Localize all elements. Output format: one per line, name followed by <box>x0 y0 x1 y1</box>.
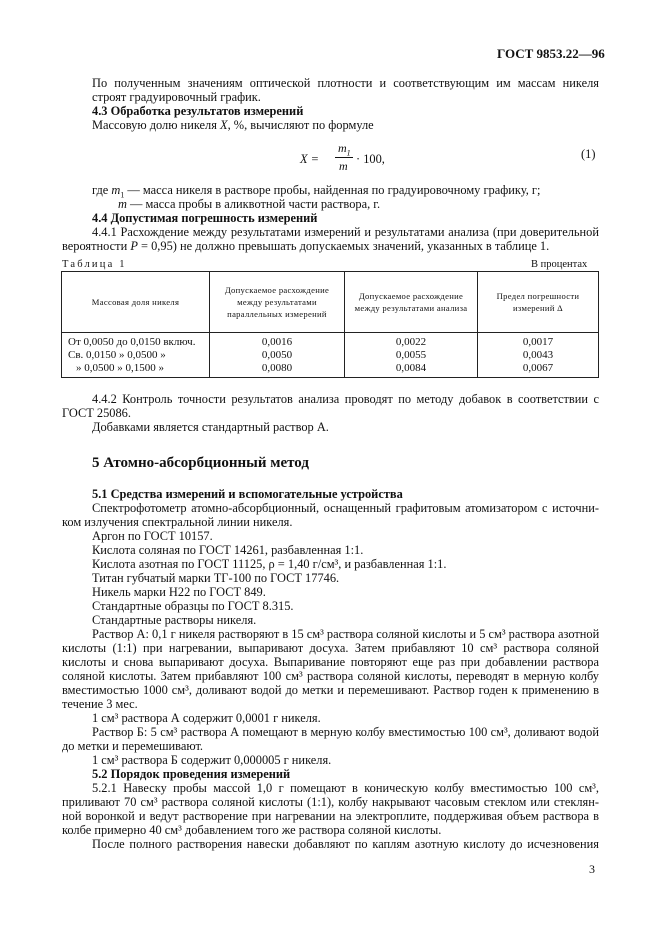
where-line-2 <box>118 197 380 211</box>
section-4-4-1-line-2 <box>62 239 549 253</box>
formula-number: (1) <box>581 147 596 161</box>
argon: Аргон по ГОСТ 10157. <box>92 529 213 543</box>
error-2: 0,0067 <box>522 361 554 374</box>
parallel-1: 0,0050 <box>261 348 293 361</box>
section-4-4-title: 4.4 Допустимая погрешность измерений <box>92 211 318 225</box>
solA-line-4: соляной кислоты. Затем прибавляют 100 см³ раствора соляной кислоты, переводят в мерную колбу <box>62 669 599 683</box>
parallel-0: 0,0016 <box>261 335 293 348</box>
analysis-cell <box>345 333 478 378</box>
std-samples: Стандартные образцы по ГОСТ 8.315. <box>92 599 294 613</box>
header-nickel-fraction: Массовая доля никеля <box>62 272 210 333</box>
p442-line-2: ГОСТ 25086. <box>62 406 131 420</box>
s521-line-3: ной воронкой и ведут растворение при нагревании на электроплите, поддерживая объем раствора в <box>62 809 599 823</box>
parallel-2: 0,0080 <box>261 361 293 374</box>
section-5-1-title: 5.1 Средства измерений и вспомогательные устройства <box>92 487 403 501</box>
solA-line-3: кислоты и снова выпаривают досуха. Выпаривание повторяют еще раз при добавлении раствора <box>62 655 599 669</box>
formula-denominator: m <box>339 159 348 173</box>
numerator-sub: 1 <box>346 148 351 158</box>
table-unit: В процентах <box>531 259 588 270</box>
analysis-1: 0,0055 <box>395 348 427 361</box>
solB-conc: 1 см³ раствора Б содержит 0,000005 г никеля. <box>92 753 332 767</box>
var-p: P <box>130 239 138 253</box>
solB-line-2: до метки и перемешивают. <box>62 739 204 753</box>
where-sub: 1 <box>120 190 125 200</box>
p-pre: вероятности <box>62 239 131 253</box>
titanium: Титан губчатый марки ТГ-100 по ГОСТ 17746. <box>92 571 340 585</box>
hcl: Кислота соляная по ГОСТ 14261, разбавленная 1:1. <box>92 543 364 557</box>
tolerance-table <box>61 271 599 378</box>
where-text-2: — масса пробы в аликвотной части раствора, г. <box>126 197 381 211</box>
analysis-0: 0,0022 <box>395 335 427 348</box>
fraction-bar <box>335 157 353 158</box>
var-x: X <box>220 118 228 132</box>
solA-line-2: кислоты (1:1) при нагревании, выпаривают досуха. Затем прибавляют 10 см³ раствора соляной <box>62 641 599 655</box>
section-4-3-text <box>92 118 374 132</box>
solA-line-1: Раствор А: 0,1 г никеля растворяют в 15 см³ раствора соляной кислоты и 5 см³ раствора азотной <box>92 627 599 641</box>
range-2: » 0,0500 » 0,1500 » <box>76 361 164 374</box>
nickel: Никель марки Н22 по ГОСТ 849. <box>92 585 266 599</box>
s521-line-1: 5.2.1 Навеску пробы массой 1,0 г помещают в коническую колбу вместимостью 100 см³, <box>92 781 599 795</box>
where-var-m: m <box>118 197 127 211</box>
header-analysis: Допускаемое расхождение между результатами анализа <box>345 272 478 333</box>
solA-line-5: вместимостью 1000 см³, доливают водой до метки и перемешивают. Раствор годен к применению в <box>62 683 599 697</box>
s51-line-1: Спектрофотометр атомно-абсорбционный, оснащенный графитовым атомизатором с источни- <box>92 501 599 515</box>
numerator-var: m <box>338 141 347 155</box>
parallel-cell <box>210 333 345 378</box>
solB-line-1: Раствор Б: 5 см³ раствора А помещают в мерную колбу вместимостью 100 см³, доливают водой <box>92 725 599 739</box>
formula-rhs: · 100, <box>356 152 385 166</box>
range-1: Св. 0,0150 » 0,0500 » <box>68 348 166 361</box>
table-caption: Таблица 1 <box>62 259 127 270</box>
section-5-title: 5 Атомно-абсорбционный метод <box>92 455 309 471</box>
range-cell <box>62 333 210 378</box>
s521-line-4: колбе примерно 40 см³ добавлением того же раствора соляной кислоты. <box>62 823 442 837</box>
text-post: , %, вычисляют по формуле <box>227 118 374 132</box>
solA-line-6: течение 3 мес. <box>62 697 138 711</box>
s51-line-2: ком излучения спектральной линии никеля. <box>62 515 293 529</box>
section-4-3-title: 4.3 Обработка результатов измерений <box>92 104 304 118</box>
formula-lhs: X = <box>300 152 320 166</box>
p442-line-1: 4.4.2 Контроль точности результатов анализа проводят по методу добавок в соответствии с <box>92 392 599 406</box>
header-error-limit: Предел погрешности измерений Δ <box>478 272 599 333</box>
text-pre: Массовую долю никеля <box>92 118 221 132</box>
table-row <box>62 333 599 378</box>
table-header-row <box>62 272 599 333</box>
std-solutions: Стандартные растворы никеля. <box>92 613 257 627</box>
section-5-2-title: 5.2 Порядок проведения измерений <box>92 767 291 781</box>
where-text-1: — масса никеля в растворе пробы, найденная по градуировочному графику, г; <box>124 183 541 197</box>
p-post: = 0,95) не должно превышать допускаемых значений, указанных в таблице 1. <box>137 239 550 253</box>
solA-conc: 1 см³ раствора А содержит 0,0001 г никеля. <box>92 711 321 725</box>
header-parallel: Допускаемое расхождение между результатами параллельных измерений <box>210 272 345 333</box>
analysis-2: 0,0084 <box>395 361 427 374</box>
hno3: Кислота азотная по ГОСТ 11125, ρ = 1,40 г/см³, и разбавленная 1:1. <box>92 557 447 571</box>
section-4-4-1-line-1: 4.4.1 Расхождение между результатами измерений и результатами анализа (при доверительной <box>92 225 599 239</box>
where-line-1 <box>92 183 541 200</box>
standard-header: ГОСТ 9853.22—96 <box>497 46 605 61</box>
intro-line-1: По полученным значениям оптической плотности и соответствующим им массам никеля <box>92 76 599 90</box>
range-0: От 0,0050 до 0,0150 включ. <box>68 335 196 348</box>
error-1: 0,0043 <box>522 348 554 361</box>
error-0: 0,0017 <box>522 335 554 348</box>
error-cell <box>478 333 599 378</box>
intro-line-2: строят градуировочный график. <box>92 90 261 104</box>
last-line: После полного растворения навески добавляют по каплям азотную кислоту до исчезновения <box>92 837 599 851</box>
s521-line-2: приливают 70 см³ раствора соляной кислоты (1:1), колбу накрывают часовым стеклом или стеклян- <box>62 795 599 809</box>
where-pre: где <box>92 183 112 197</box>
formula-numerator <box>338 141 351 156</box>
p442-line-3: Добавками является стандартный раствор А. <box>92 420 329 434</box>
where-var-m1: m <box>111 183 121 197</box>
page-number: 3 <box>589 862 595 876</box>
